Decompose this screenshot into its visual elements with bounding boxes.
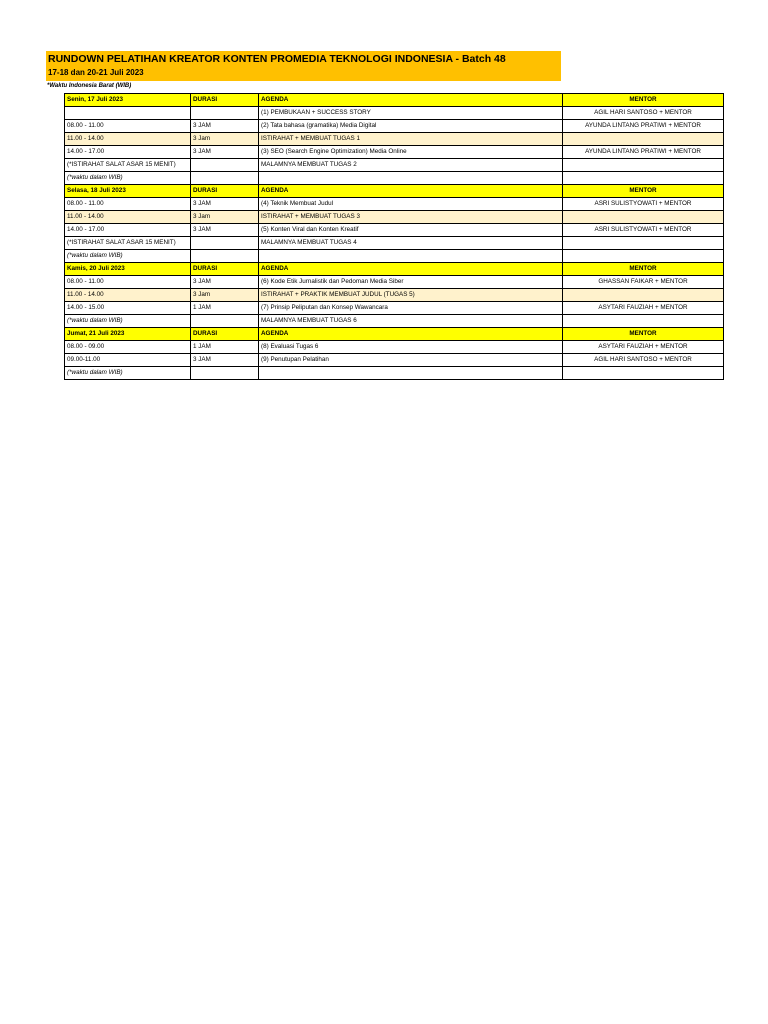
day-header-row <box>65 263 724 276</box>
column-header-mentor: MENTOR <box>563 263 724 276</box>
table-row <box>65 341 724 354</box>
mentor-cell <box>563 211 724 224</box>
mentor-cell <box>563 237 724 250</box>
duration-cell <box>191 315 259 328</box>
rundown-table-body <box>65 94 724 380</box>
time-cell: 14.00 - 17.00 <box>65 224 191 237</box>
duration-cell: 3 JAM <box>191 354 259 367</box>
table-row <box>65 159 724 172</box>
duration-cell: 3 Jam <box>191 133 259 146</box>
column-header-durasi: DURASI <box>191 185 259 198</box>
table-row <box>65 120 724 133</box>
table-row <box>65 107 724 120</box>
duration-cell: 3 JAM <box>191 146 259 159</box>
mentor-cell: GHASSAN FAIKAR + MENTOR <box>563 276 724 289</box>
agenda-cell: (5) Konten Viral dan Konten Kreatif <box>259 224 563 237</box>
column-header-agenda: AGENDA <box>259 185 563 198</box>
duration-cell: 3 JAM <box>191 120 259 133</box>
agenda-cell: (4) Teknik Membuat Judul <box>259 198 563 211</box>
column-header-agenda: AGENDA <box>259 94 563 107</box>
agenda-cell: (9) Penutupan Pelatihan <box>259 354 563 367</box>
duration-cell <box>191 367 259 380</box>
agenda-cell <box>259 172 563 185</box>
table-row <box>65 224 724 237</box>
agenda-cell: (7) Prinsip Peliputan dan Konsep Wawancara <box>259 302 563 315</box>
table-row <box>65 289 724 302</box>
table-row <box>65 276 724 289</box>
mentor-cell: ASYTARI FAUZIAH + MENTOR <box>563 341 724 354</box>
mentor-cell <box>563 133 724 146</box>
time-cell: 14.00 - 17.00 <box>65 146 191 159</box>
mentor-cell: AYUNDA LINTANG PRATIWI + MENTOR <box>563 120 724 133</box>
time-cell: 08.00 - 09.00 <box>65 341 191 354</box>
column-header-durasi: DURASI <box>191 263 259 276</box>
time-cell: 11.00 - 14.00 <box>65 289 191 302</box>
table-row <box>65 133 724 146</box>
time-cell: 11.00 - 14.00 <box>65 133 191 146</box>
day-label: Selasa, 18 Juli 2023 <box>65 185 191 198</box>
time-cell: 08.00 - 11.00 <box>65 276 191 289</box>
day-label: Jumat, 21 Juli 2023 <box>65 328 191 341</box>
agenda-cell <box>259 367 563 380</box>
agenda-cell: ISTIRAHAT + MEMBUAT TUGAS 3 <box>259 211 563 224</box>
time-cell: (*waktu dalam WIB) <box>65 315 191 328</box>
table-row <box>65 367 724 380</box>
document-subtitle: 17-18 dan 20-21 Juli 2023 <box>48 68 144 77</box>
agenda-cell: ISTIRAHAT + MEMBUAT TUGAS 1 <box>259 133 563 146</box>
agenda-cell: ISTIRAHAT + PRAKTIK MEMBUAT JUDUL (TUGAS 5) <box>259 289 563 302</box>
mentor-cell <box>563 159 724 172</box>
table-row <box>65 172 724 185</box>
day-header-row <box>65 94 724 107</box>
column-header-agenda: AGENDA <box>259 328 563 341</box>
mentor-cell: ASRI SULISTYOWATI + MENTOR <box>563 198 724 211</box>
duration-cell: 3 JAM <box>191 276 259 289</box>
duration-cell <box>191 250 259 263</box>
time-cell: 08.00 - 11.00 <box>65 120 191 133</box>
table-row <box>65 198 724 211</box>
agenda-cell: MALAMNYA MEMBUAT TUGAS 6 <box>259 315 563 328</box>
title-banner <box>46 51 561 81</box>
time-cell: (*waktu dalam WIB) <box>65 367 191 380</box>
rundown-table <box>64 93 724 380</box>
duration-cell <box>191 159 259 172</box>
mentor-cell: ASYTARI FAUZIAH + MENTOR <box>563 302 724 315</box>
time-cell: 08.00 - 11.00 <box>65 198 191 211</box>
agenda-cell: (1) PEMBUKAAN + SUCCESS STORY <box>259 107 563 120</box>
table-row <box>65 250 724 263</box>
day-header-row <box>65 185 724 198</box>
column-header-mentor: MENTOR <box>563 185 724 198</box>
duration-cell: 3 JAM <box>191 224 259 237</box>
column-header-mentor: MENTOR <box>563 328 724 341</box>
duration-cell <box>191 107 259 120</box>
mentor-cell: AYUNDA LINTANG PRATIWI + MENTOR <box>563 146 724 159</box>
table-row <box>65 237 724 250</box>
time-cell: (*ISTIRAHAT SALAT ASAR 15 MENIT) <box>65 159 191 172</box>
mentor-cell <box>563 315 724 328</box>
time-cell: 09.00-11.00 <box>65 354 191 367</box>
column-header-durasi: DURASI <box>191 94 259 107</box>
mentor-cell <box>563 172 724 185</box>
agenda-cell: MALAMNYA MEMBUAT TUGAS 4 <box>259 237 563 250</box>
mentor-cell <box>563 250 724 263</box>
duration-cell: 3 Jam <box>191 211 259 224</box>
time-cell: (*waktu dalam WIB) <box>65 172 191 185</box>
mentor-cell: ASRI SULISTYOWATI + MENTOR <box>563 224 724 237</box>
duration-cell <box>191 237 259 250</box>
time-cell <box>65 107 191 120</box>
day-label: Kamis, 20 Juli 2023 <box>65 263 191 276</box>
timezone-note: *Waktu Indonesia Barat (WIB) <box>47 83 132 89</box>
day-label: Senin, 17 Juli 2023 <box>65 94 191 107</box>
mentor-cell: AGIL HARI SANTOSO + MENTOR <box>563 354 724 367</box>
mentor-cell: AGIL HARI SANTOSO + MENTOR <box>563 107 724 120</box>
day-header-row <box>65 328 724 341</box>
table-row <box>65 146 724 159</box>
agenda-cell: (2) Tata bahasa (gramatika) Media Digital <box>259 120 563 133</box>
table-row <box>65 354 724 367</box>
agenda-cell: (8) Evaluasi Tugas 6 <box>259 341 563 354</box>
column-header-agenda: AGENDA <box>259 263 563 276</box>
table-row <box>65 211 724 224</box>
agenda-cell: MALAMNYA MEMBUAT TUGAS 2 <box>259 159 563 172</box>
duration-cell: 1 JAM <box>191 302 259 315</box>
duration-cell <box>191 172 259 185</box>
time-cell: 14.00 - 15.00 <box>65 302 191 315</box>
time-cell: 11.00 - 14.00 <box>65 211 191 224</box>
time-cell: (*ISTIRAHAT SALAT ASAR 15 MENIT) <box>65 237 191 250</box>
column-header-mentor: MENTOR <box>563 94 724 107</box>
time-cell: (*waktu dalam WIB) <box>65 250 191 263</box>
duration-cell: 3 Jam <box>191 289 259 302</box>
agenda-cell: (3) SEO (Search Engine Optimization) Media Online <box>259 146 563 159</box>
column-header-durasi: DURASI <box>191 328 259 341</box>
table-row <box>65 315 724 328</box>
document-title: RUNDOWN PELATIHAN KREATOR KONTEN PROMEDIA TEKNOLOGI INDONESIA - Batch 48 <box>48 53 506 65</box>
mentor-cell <box>563 367 724 380</box>
mentor-cell <box>563 289 724 302</box>
agenda-cell: (6) Kode Etik Jurnalistik dan Pedoman Media Siber <box>259 276 563 289</box>
table-row <box>65 302 724 315</box>
agenda-cell <box>259 250 563 263</box>
duration-cell: 3 JAM <box>191 198 259 211</box>
duration-cell: 1 JAM <box>191 341 259 354</box>
